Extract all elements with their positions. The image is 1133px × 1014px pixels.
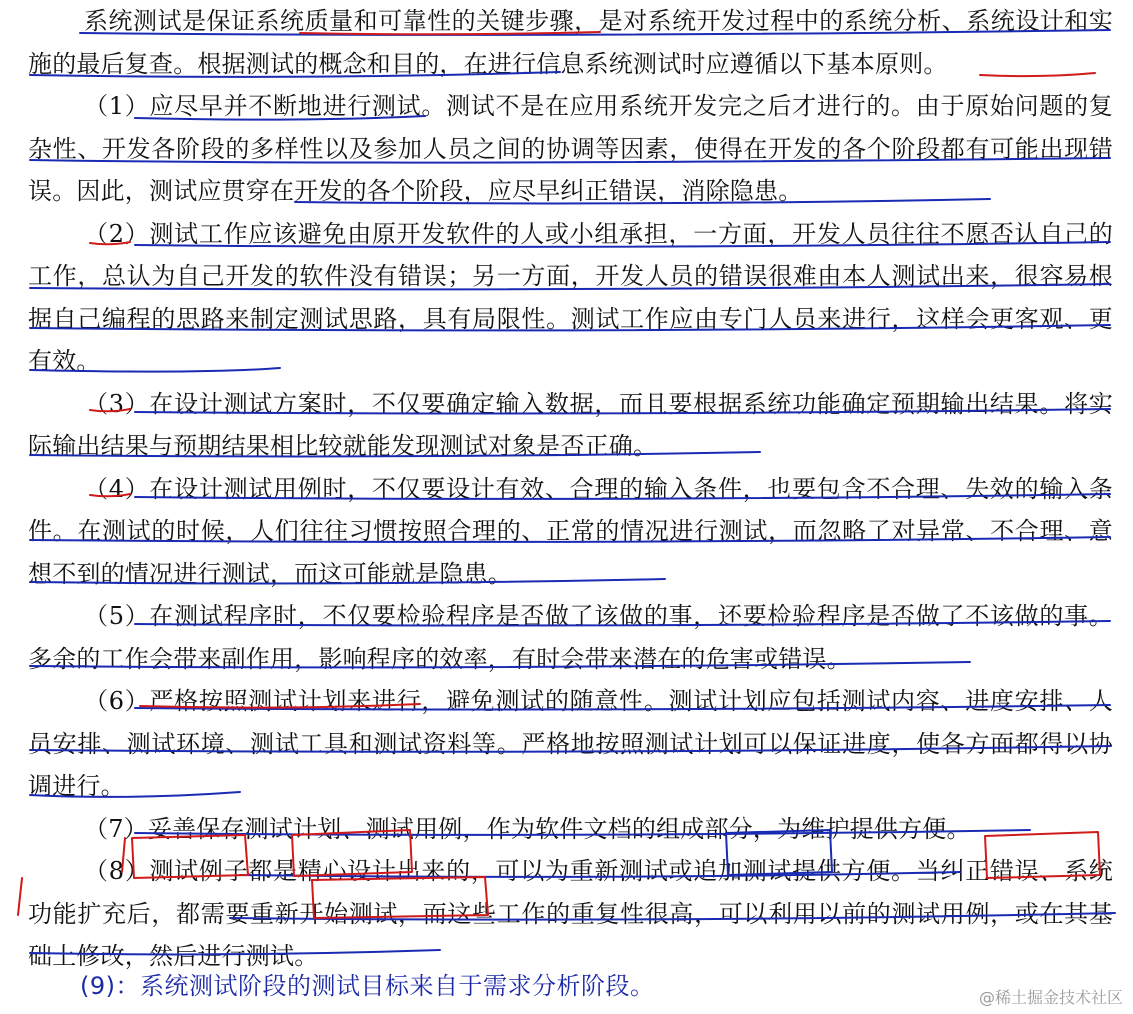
- principle-6: （6）严格按照测试计划来进行，避免测试的随意性。测试计划应包括测试内容、进度安排、人员安排、测试环境、测试工具和测试资料等。严格地按照测试计划可以保证进度，使各方面都得以协调进行。: [28, 687, 1113, 800]
- principle-7: （7）妥善保存测试计划、测试用例，作为软件文档的组成部分，为维护提供方便。: [84, 814, 971, 843]
- principle-1: （1）应尽早并不断地进行测试。测试不是在应用系统开发完之后才进行的。由于原始问题的复杂性、开发各阶段的多样性以及参加人员之间的协调等因素，使得在开发的各个阶段都有可能出现错误。因此，测试应贯穿在开发的各个阶段，应尽早纠正错误，消除隐患。: [28, 92, 1113, 205]
- principle-5: （5）在测试程序时，不仅要检验程序是否做了该做的事，还要检验程序是否做了不该做的事。多余的工作会带来副作用，影响程序的效率，有时会带来潜在的危害或错误。: [28, 602, 1113, 673]
- principle-4: （4）在设计测试用例时，不仅要设计有效、合理的输入条件，也要包含不合理、失效的输入条件。在测试的时候，人们往往习惯按照合理的、正常的情况进行测试，而忽略了对异常、不合理、意想不到的情况进行测试，而这可能就是隐患。: [28, 474, 1113, 588]
- intro-paragraph: 系统测试是保证系统质量和可靠性的关键步骤，是对系统开发过程中的系统分析、系统设计和实施的最后复查。根据测试的概念和目的，在进行信息系统测试时应遵循以下基本原则。: [28, 7, 1113, 78]
- principle-3: （3）在设计测试方案时，不仅要确定输入数据，而且要根据系统功能确定预期输出结果。将实际输出结果与预期结果相比较就能发现测试对象是否正确。: [28, 389, 1113, 460]
- conclusion-note: (9)：系统测试阶段的测试目标来自于需求分析阶段。: [80, 972, 655, 1000]
- principle-8: （8）测试例子都是精心设计出来的，可以为重新测试或追加测试提供方便。当纠正错误、系统功能扩充后，都需要重新开始测试，而这些工作的重复性很高，可以利用以前的测试用例，或在其基础上修改，然后进行测试。: [28, 857, 1113, 970]
- watermark: @稀土掘金技术社区: [978, 988, 1123, 1007]
- principle-2: （2）测试工作应该避免由原开发软件的人或小组承担，一方面，开发人员往往不愿否认自己的工作，总认为自己开发的软件没有错误；另一方面，开发人员的错误很难由本人测试出来，很容易根据自己编程的思路来制定测试思路，具有局限性。测试工作应由专门人员来进行，这样会更客观、更有效。: [28, 219, 1113, 375]
